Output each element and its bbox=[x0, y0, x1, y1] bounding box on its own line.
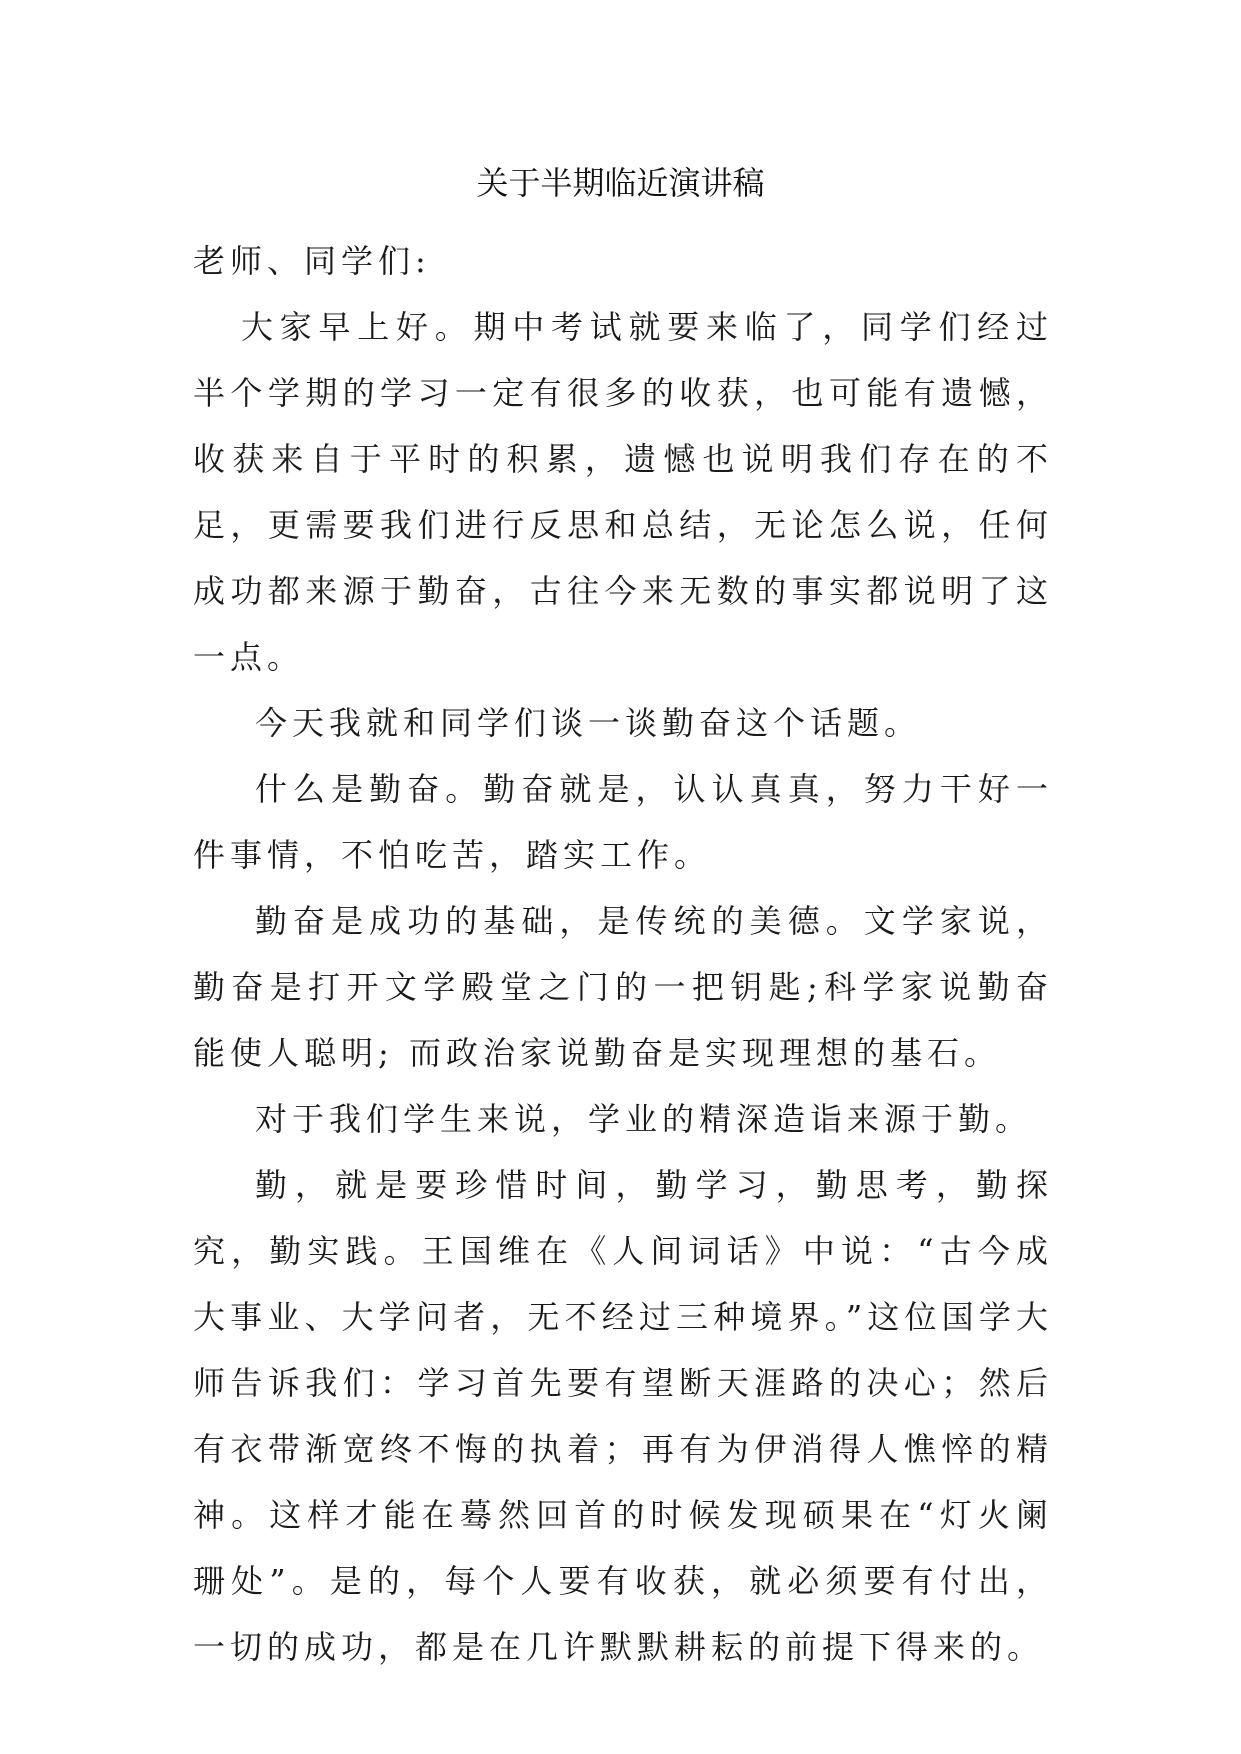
paragraph-topic: 今天我就和同学们谈一谈勤奋这个话题。 bbox=[255, 704, 922, 742]
salutation: 老师、同学们: bbox=[193, 242, 431, 280]
paragraph-definition: 什么是勤奋。勤奋就是，认认真真，努力干好一件事情，不怕吃苦，踏实工作。 bbox=[193, 770, 1053, 874]
paragraph-students: 对于我们学生来说，学业的精深造诣来源于勤。 bbox=[255, 1100, 1033, 1138]
paragraph-greeting: 大家早上好。期中考试就要来临了，同学们经过半个学期的学习一定有很多的收获，也可能有遗憾，收获来自于平时的积累，遗憾也说明我们存在的不足，更需要我们进行反思和总结，无论怎么说，任何成功都来源于勤奋，古往今来无数的事实都说明了这一点。 bbox=[193, 308, 1053, 676]
paragraph-foundation: 勤奋是成功的基础，是传统的美德。文学家说，勤奋是打开文学殿堂之门的一把钥匙;科学家说勤奋能使人聪明; 而政治家说勤奋是实现理想的基石。 bbox=[193, 902, 1053, 1072]
document-body bbox=[193, 228, 1053, 1680]
paragraph-diligence: 勤，就是要珍惜时间，勤学习，勤思考，勤探究，勤实践。王国维在《人间词话》中说：“古今成大事业、大学问者，无不经过三种境界。”这位国学大师告诉我们：学习首先要有望断天涯路的决心；然后有衣带渐宽终不悔的执着；再有为伊消得人憔悴的精神。这样才能在蓦然回首的时候发现硕果在“灯火阑珊处”。是的，每个人要有收获，就必须要有付出，一切的成功，都是在几许默默耕耘的前提下得来的。 bbox=[193, 1166, 1053, 1666]
document-title: 关于半期临近演讲稿 bbox=[476, 164, 765, 202]
